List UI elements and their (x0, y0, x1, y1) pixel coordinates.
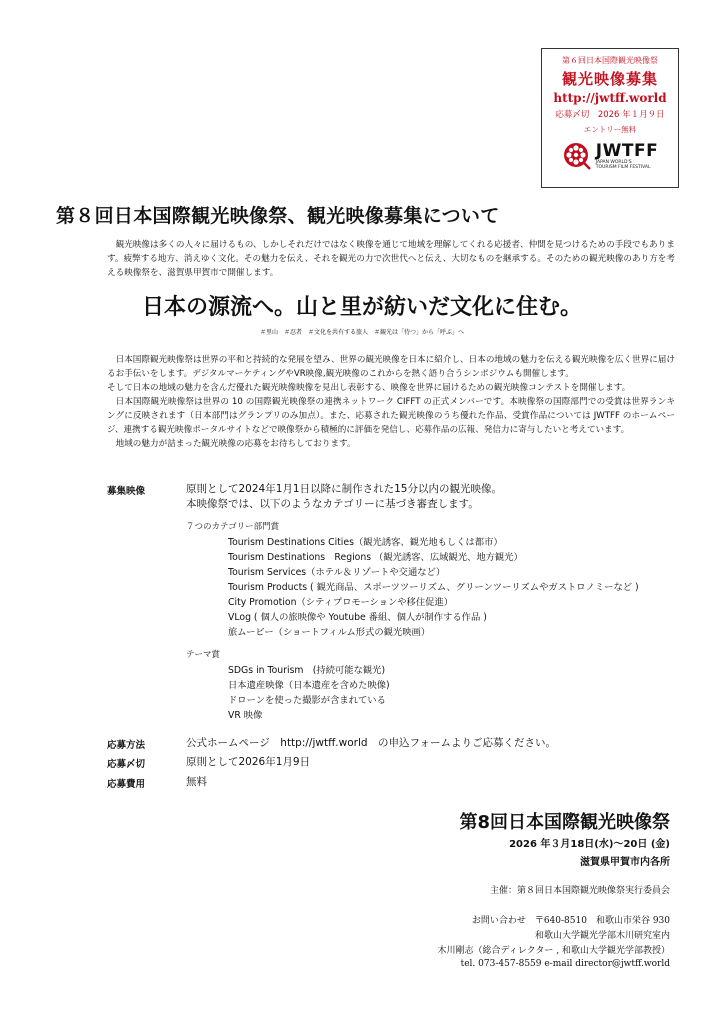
recruit-label: 募集映像 (107, 486, 146, 497)
category-item: VLog ( 個人の旅映像や Youtube 番組、個人が制作する作品 ) (228, 612, 487, 623)
recruit-line-1: 原則として2024年1月1日以降に制作された15分以内の観光映像。 (186, 483, 502, 495)
recruit-line-2: 本映像祭では、以下のようなカテゴリーに基づき審査します。 (186, 498, 479, 510)
theme-item: ドローンを使った撮影が含まれている (228, 695, 386, 706)
body-paragraph-3: 日本国際観光映像祭は世界の 10 の国際観光映像祭の連携ネットワーク CIFFT の正式メンバーです。本映像祭の国際部門での受賞は世界ランキングに反映されます（日本部門はグランプリのみ加点）。また、応募された観光映像のうち優れた作品、受賞作品については JWTFF のホームページ、連携する観光映像ポータルサイトなどで映像祭から積極的に評価を発信し、応募作品の広報、発信力に寄与したいと考えています。 (107, 397, 675, 435)
category-item: 旅ムービー（ショートフィルム形式の観光映画） (228, 627, 431, 638)
film-reel-icon (562, 141, 592, 171)
category-item: Tourism Destinations Cities（観光誘客、観光地もしくは都市） (228, 537, 503, 548)
entry-festival-name: 第６回日本国際観光映像祭 (562, 56, 658, 65)
entry-url[interactable]: http://jwtff.world (553, 91, 667, 105)
apply-label: 応募方法 (107, 740, 146, 751)
deadline-value: 原則として2026年1月9日 (186, 756, 311, 768)
fee-value: 無料 (186, 776, 207, 788)
entry-box (541, 48, 679, 188)
page-title: 第８回日本国際観光映像祭、観光映像募集について (56, 205, 500, 227)
contact-line-3: 木川剛志（総合ディレクター , 和歌山大学観光学部教授） (437, 946, 670, 956)
entry-heading: 観光映像募集 (561, 70, 658, 88)
apply-value[interactable]: 公式ホームページ http://jwtff.world の申込フォームよりご応募ください。 (186, 737, 557, 749)
jwtff-logo (542, 141, 678, 171)
theme-item: VR 映像 (228, 710, 263, 721)
entry-free-label: エントリー無料 (583, 125, 637, 134)
intro-paragraph: 観光映像は多くの人々に届けるもの、しかしそれだけではなく映像を通じて地域を理解してくれる応援者、仲間を見つけるための手段でもあります。疲弊する地方、消えゆく文化。その魅力を伝え、それを観光の力で次世代へと伝え、大切なものを継承する。そのための観光映像のあり方を考える映像祭を、滋賀県甲賀市で開催します。 (107, 240, 675, 278)
hashtags: ＃里山 ＃忍者 ＃文化を共有する旅人 ＃観光は「待つ」から「呼ぶ」へ (259, 329, 464, 336)
fee-label: 応募費用 (107, 779, 146, 790)
organizer: 主催：第８回日本国際観光映像祭実行委員会 (489, 886, 670, 896)
contact-line-4[interactable]: tel. 073-457-8559 e-mail director@jwtff.world (460, 959, 670, 969)
festival-date: 2026 年３月18日(水)～20日 (金) (509, 839, 670, 850)
logo-word: JWTFF (595, 140, 659, 161)
entry-deadline: 応募〆切 2026 年１月９日 (555, 110, 665, 120)
festival-venue: 滋賀県甲賀市内各所 (580, 857, 670, 868)
theme-item: SDGs in Tourism (持続可能な観光) (228, 665, 386, 676)
body-paragraph-4: 地域の魅力が詰まった観光映像の応募をお待ちしております。 (115, 439, 356, 449)
body-text (107, 353, 675, 451)
category-item: City Promotion（シティプロモーションや移住促進） (228, 597, 454, 608)
theme-item: 日本遺産映像（日本遺産を含めた映像) (228, 680, 390, 691)
deadline-label: 応募〆切 (107, 759, 146, 770)
category-item: Tourism Products ( 観光商品、スポーツツーリズム、グリーンツーリズムやガストロノミーなど ) (228, 582, 639, 593)
logo-sub-1: JAPAN WORLD'S (595, 159, 632, 165)
catchphrase: 日本の源流へ。山と里が紡いだ文化に住む。 (141, 295, 582, 320)
body-paragraph-2: そして日本の地域の魅力を含んだ優れた観光映像映像を見出し表彰する、映像を世界に届けるための観光映像コンテストを開催します。 (107, 383, 631, 393)
festival-name: 第8回日本国際観光映像祭 (459, 812, 670, 833)
logo-sub-2: TOURISM FILM FESTIVAL (595, 164, 651, 170)
category-item: Tourism Destinations Regions （観光誘客、広域観光、地方観光） (228, 552, 523, 563)
category-item: Tourism Services（ホテル＆リゾートや交通など） (228, 567, 446, 578)
body-paragraph-1: 日本国際観光映像祭は世界の平和と持続的な発展を望み、世界の観光映像を日本に紹介し、日本の地域の魅力を伝える観光映像を広く世界に届けるお手伝いをします。デジタルマーケティングやVR映像,観光映像のこれからを熱く語り合うシンポジウムも開催します。 (107, 355, 675, 379)
categories-heading: ７つのカテゴリー部門賞 (186, 522, 280, 532)
contact-line-2: 和歌山大学観光学部木川研究室内 (534, 931, 670, 941)
contact-line-1: お問い合わせ 〒640-8510 和歌山市栄谷 930 (471, 916, 670, 926)
themes-heading: テーマ賞 (186, 650, 221, 660)
